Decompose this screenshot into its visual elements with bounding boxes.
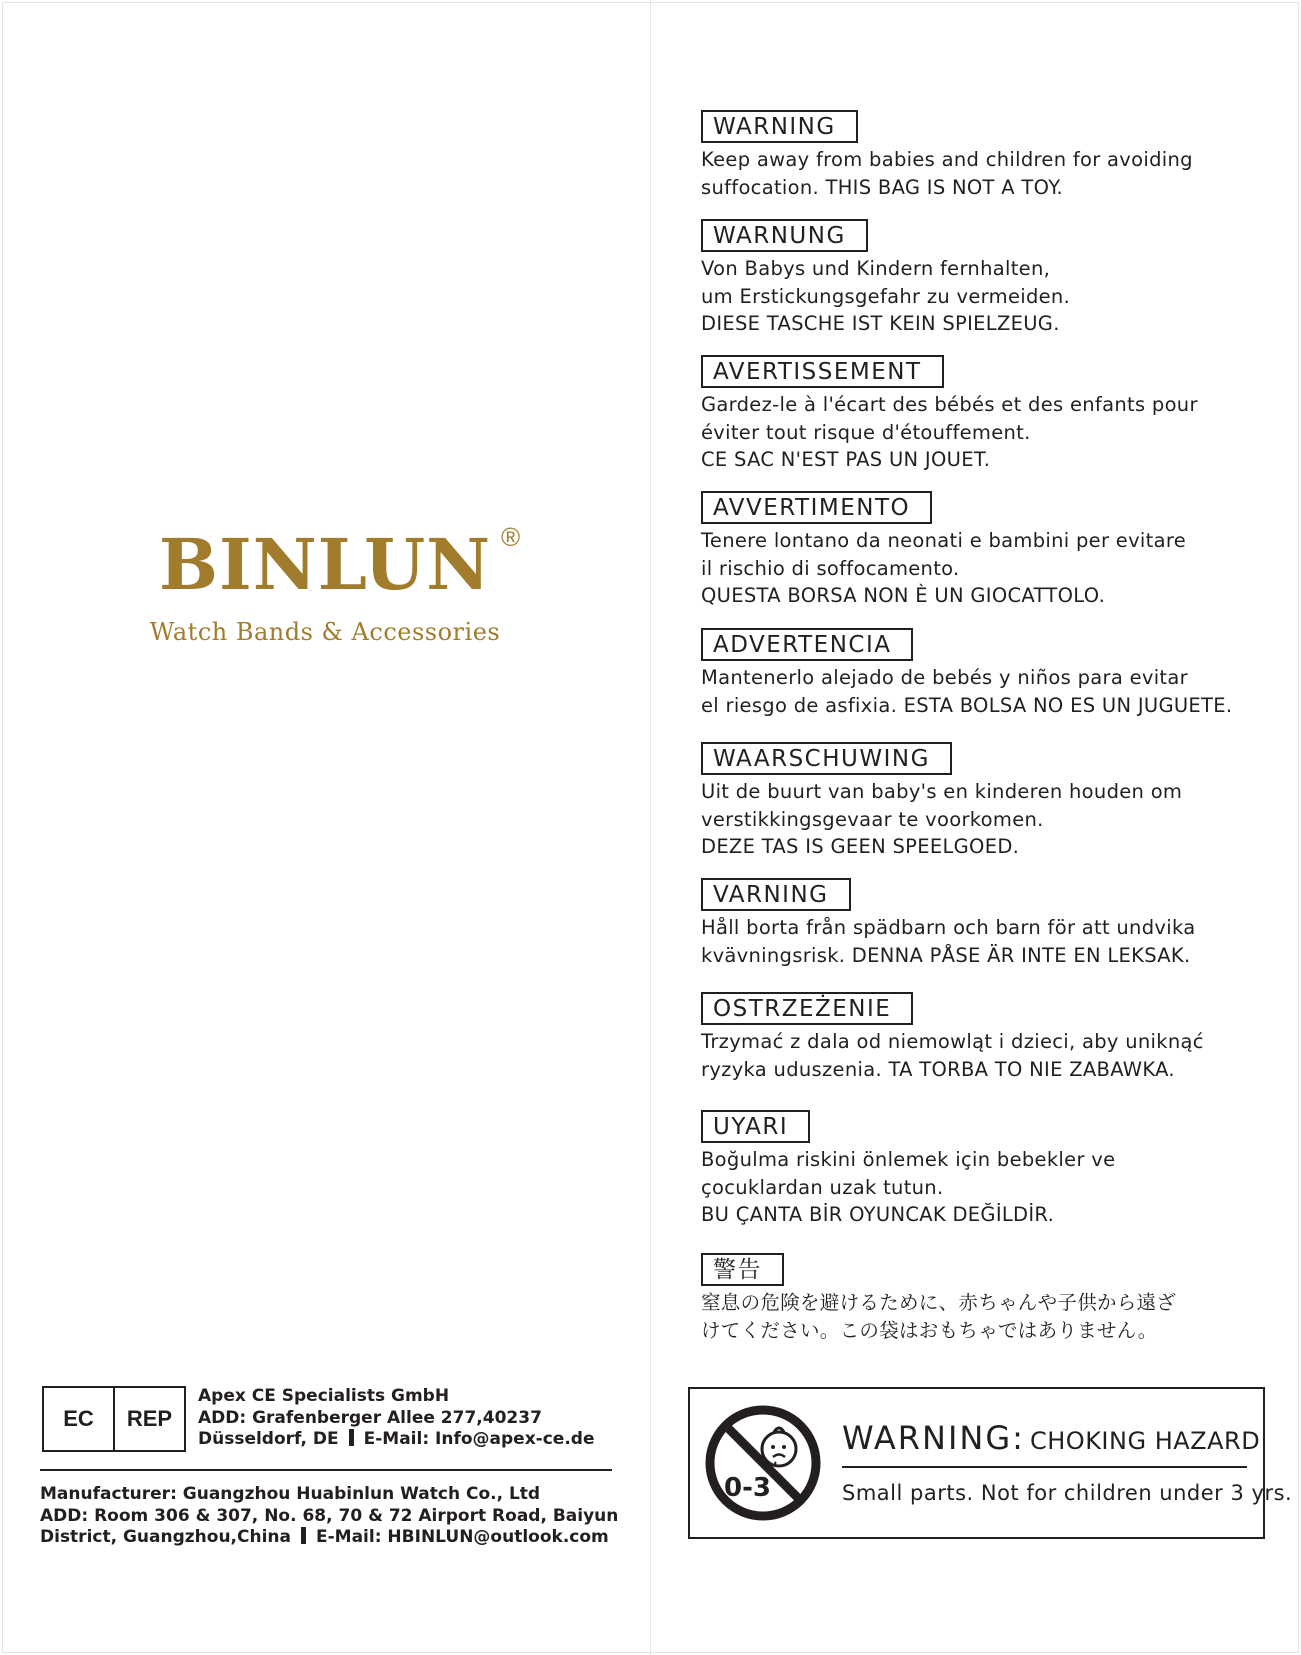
warning-line: Tenere lontano da neonati e bambini per evitare bbox=[701, 529, 1187, 552]
hazard-rule bbox=[842, 1466, 1247, 1468]
hazard-text: Small parts. Not for children under 3 yrs. bbox=[842, 1481, 1293, 1505]
no-children-under-3-icon bbox=[704, 1404, 822, 1522]
warning-title: AVVERTIMENTO bbox=[701, 491, 932, 524]
warning-line: 窒息の危険を避けるために、赤ちゃんや子供から遠ざ bbox=[701, 1291, 1177, 1314]
warning-line: BU ÇANTA BİR OYUNCAK DEĞİLDİR. bbox=[701, 1203, 1055, 1226]
warning-title: WAARSCHUWING bbox=[701, 742, 952, 775]
manufacturer-email: E-Mail: HBINLUN@outlook.com bbox=[316, 1527, 609, 1547]
warning-title: WARNING bbox=[701, 110, 858, 143]
warning-it bbox=[701, 491, 1186, 610]
warning-text bbox=[701, 1289, 1176, 1344]
warning-line: DEZE TAS IS GEEN SPEELGOED. bbox=[701, 835, 1020, 858]
warning-line: CE SAC N'EST PAS UN JOUET. bbox=[701, 448, 991, 471]
warning-text bbox=[701, 1146, 1115, 1229]
age-label: 0-3 bbox=[724, 1473, 771, 1503]
warning-title: AVERTISSEMENT bbox=[701, 355, 944, 388]
warning-line: suffocation. THIS BAG IS NOT A TOY. bbox=[701, 175, 1063, 199]
choking-hazard-box bbox=[688, 1387, 1293, 1539]
warning-title: 警告 bbox=[701, 1253, 784, 1286]
hazard-heading bbox=[842, 1419, 1260, 1457]
warning-line: Gardez-le à l'écart des bébés et des enfants pour bbox=[701, 393, 1198, 416]
brand-name bbox=[158, 522, 522, 606]
warning-line: Trzymać z dala od niemowląt i dzieci, aby uniknąć bbox=[701, 1030, 1204, 1053]
warning-tr bbox=[701, 1110, 1115, 1229]
brand-name-text: BINLUN bbox=[158, 523, 492, 606]
warning-line: il rischio di soffocamento. bbox=[701, 556, 960, 580]
warning-en bbox=[701, 110, 1193, 201]
separator-bar bbox=[301, 1527, 306, 1544]
hazard-subheading: CHOKING HAZARD bbox=[1030, 1427, 1261, 1455]
warning-es bbox=[701, 628, 1232, 719]
fold-line bbox=[650, 0, 651, 1655]
manufacturer-city-email bbox=[40, 1527, 618, 1549]
warning-title: WARNUNG bbox=[701, 219, 868, 252]
warning-line: çocuklardan uzak tutun. bbox=[701, 1175, 944, 1199]
warning-line: Uit de buurt van baby's en kinderen houden om bbox=[701, 780, 1183, 803]
ec-rep-company: Apex CE Specialists GmbH bbox=[198, 1386, 450, 1406]
warning-ja bbox=[701, 1253, 1176, 1344]
warning-text bbox=[701, 914, 1195, 969]
warning-line: verstikkingsgevaar te voorkomen. bbox=[701, 807, 1044, 831]
separator-bar bbox=[349, 1429, 354, 1446]
warning-line: Keep away from babies and children for avoiding bbox=[701, 148, 1193, 171]
warning-line: kvävningsrisk. DENNA PÅSE ÄR INTE EN LEKSAK. bbox=[701, 943, 1191, 967]
manufacturer-city: District, Guangzhou,China bbox=[40, 1527, 291, 1547]
registered-mark: ® bbox=[500, 522, 522, 552]
hazard-warning-word: WARNING: bbox=[842, 1419, 1025, 1457]
ec-label: EC bbox=[44, 1388, 115, 1450]
warning-line: Boğulma riskini önlemek için bebekler ve bbox=[701, 1148, 1116, 1171]
ec-rep-city: Düsseldorf, DE bbox=[198, 1429, 339, 1449]
warning-text bbox=[701, 527, 1186, 610]
warning-line: Von Babys und Kindern fernhalten, bbox=[701, 257, 1051, 280]
warning-nl bbox=[701, 742, 1182, 861]
warning-text bbox=[701, 1028, 1204, 1083]
ec-rep-email: E-Mail: Info@apex-ce.de bbox=[363, 1429, 595, 1449]
brand-tagline: Watch Bands & Accessories bbox=[149, 618, 501, 646]
ec-rep-city-email bbox=[198, 1429, 595, 1451]
warning-de bbox=[701, 219, 1070, 338]
manufacturer-info bbox=[40, 1484, 618, 1549]
warning-text bbox=[701, 391, 1198, 474]
warning-title: UYARI bbox=[701, 1110, 810, 1143]
warning-title: VARNING bbox=[701, 878, 851, 911]
warning-line: éviter tout risque d'étouffement. bbox=[701, 420, 1031, 444]
ec-rep-address-line: ADD: Grafenberger Allee 277,40237 bbox=[198, 1407, 542, 1428]
brand-logo bbox=[100, 522, 550, 646]
warning-line: DIESE TASCHE IST KEIN SPIELZEUG. bbox=[701, 312, 1060, 335]
manufacturer-name: Manufacturer: Guangzhou Huabinlun Watch Co., Ltd bbox=[40, 1484, 541, 1504]
warning-text bbox=[701, 778, 1182, 861]
ec-rep-address bbox=[198, 1386, 595, 1451]
rep-label: REP bbox=[126, 1406, 173, 1431]
warning-pl bbox=[701, 992, 1204, 1083]
warning-line: Mantenerlo alejado de bebés y niños para evitar bbox=[701, 666, 1188, 689]
warning-line: Håll borta från spädbarn och barn för att undvika bbox=[701, 916, 1196, 939]
warning-line: QUESTA BORSA NON È UN GIOCATTOLO. bbox=[701, 584, 1106, 607]
warning-line: けてください。この袋はおもちゃではありません。 bbox=[701, 1318, 1158, 1342]
warning-sv bbox=[701, 878, 1195, 969]
warning-line: um Erstickungsgefahr zu vermeiden. bbox=[701, 284, 1071, 308]
manufacturer-address: ADD: Room 306 & 307, No. 68, 70 & 72 Airport Road, Baiyun bbox=[40, 1505, 619, 1526]
warning-line: ryzyka uduszenia. TA TORBA TO NIE ZABAWKA. bbox=[701, 1057, 1175, 1081]
ec-rep-symbol bbox=[42, 1386, 186, 1452]
warning-title: ADVERTENCIA bbox=[701, 628, 913, 661]
divider bbox=[40, 1469, 612, 1471]
warning-line: el riesgo de asfixia. ESTA BOLSA NO ES UN JUGUETE. bbox=[701, 693, 1233, 717]
warning-fr bbox=[701, 355, 1198, 474]
warning-text bbox=[701, 255, 1070, 338]
warning-text bbox=[701, 146, 1193, 201]
warning-text bbox=[701, 664, 1232, 719]
warning-title: OSTRZEŻENIE bbox=[701, 992, 913, 1025]
